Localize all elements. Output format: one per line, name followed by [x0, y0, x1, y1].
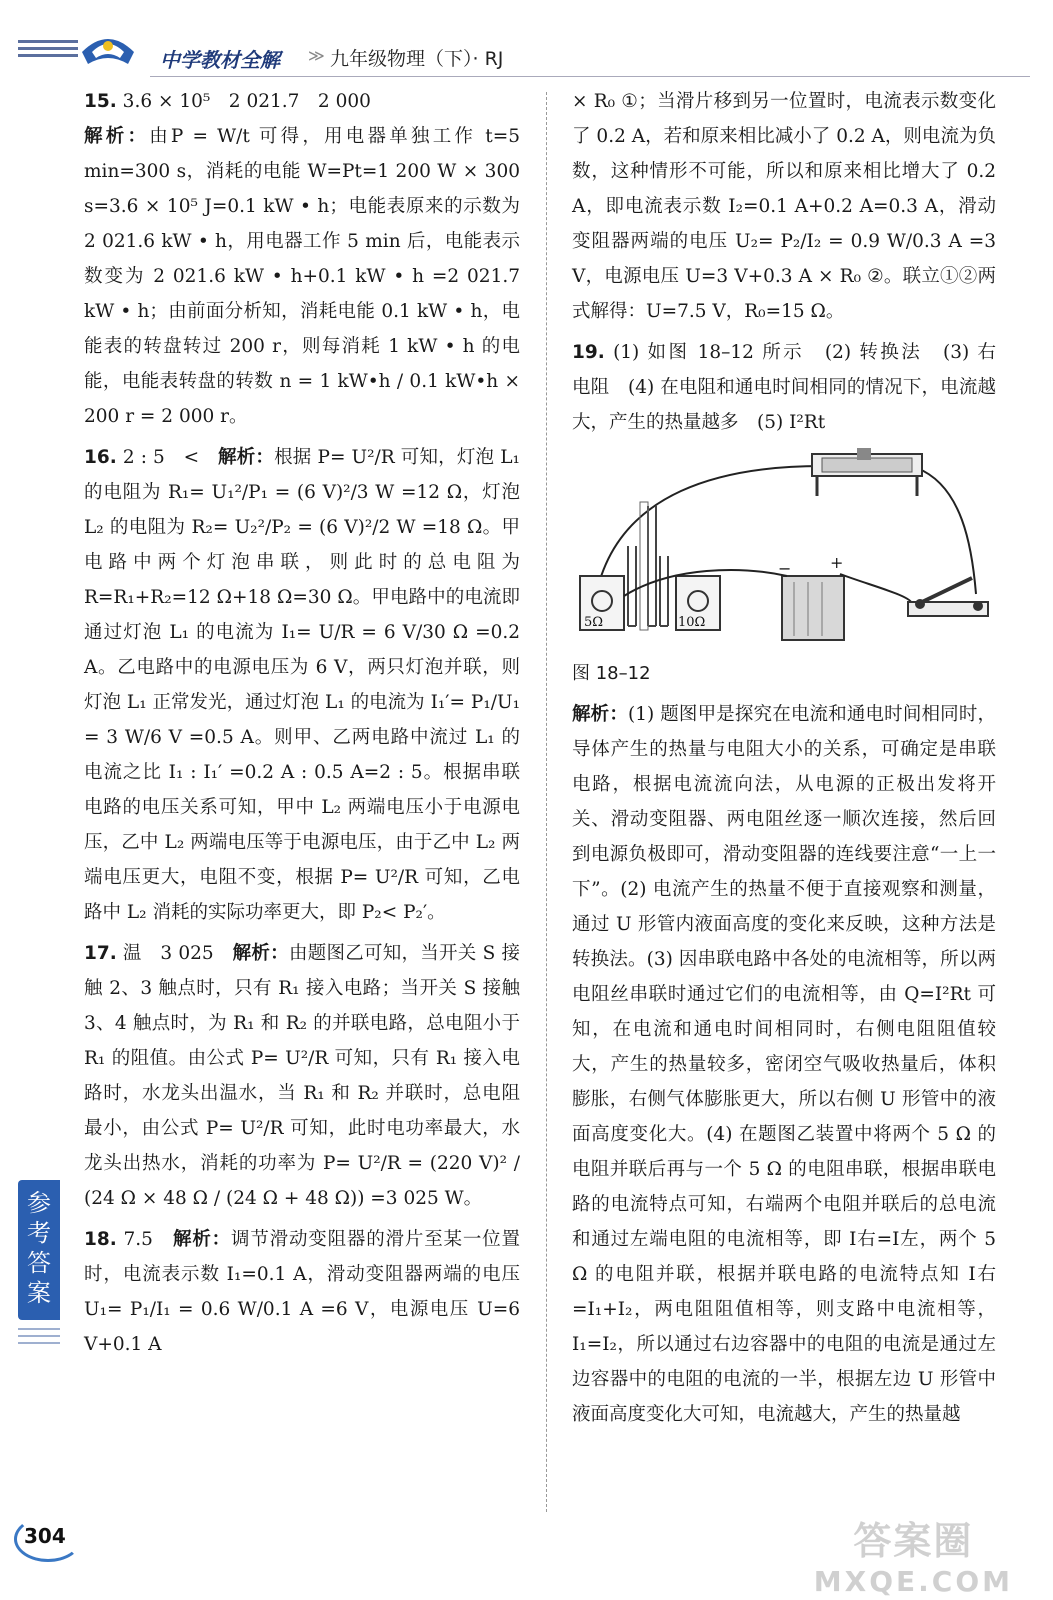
- watermark-line2: MXQE.COM: [813, 1565, 1013, 1598]
- resistor-10-label: 10Ω: [678, 615, 706, 630]
- question-18: [84, 1222, 520, 1362]
- battery-minus-label: −: [778, 559, 792, 578]
- watermark-line1: 答案圈: [853, 1519, 974, 1563]
- circuit-figure: [572, 446, 996, 656]
- battery-plus-label: +: [830, 553, 844, 572]
- analysis-text: 由题图乙可知，当开关 S 接触 2、3 触点时，只有 R₁ 接入电路；当开关 S 接触 3、4 触点时，为 R₁ 和 R₂ 的并联电路，总电阻小于 R₁ 的阻值。由公式 P= U²/R 可知，只有 R₁ 接入电路时，水龙头出温水，当 R₁ 和 R₂ 并联时，总电阻最小，由公式 P= U²/R 可知，此时电功率最大，水龙头出热水，消耗的功率为 P= U²/R = (220 V)² / (24 Ω × 48 Ω / (24 Ω + 48 Ω)) =3 025 W。: [84, 943, 520, 1209]
- right-column: [572, 84, 1015, 1438]
- question-16: [84, 440, 520, 930]
- book-logo-icon: [78, 22, 138, 70]
- analysis-label: 解析：: [572, 704, 628, 725]
- analysis-text: (1) 题图甲是探究在电流和通电时间相同时，导体产生的热量与电阻大小的关系，可确定是串联电路，根据电流流向法，从电源的正极出发将开关、滑动变阻器、两电阻丝逐一顺次连接，然后回到电源负极即可，滑动变阻器的连线要注意“一上一下”。(2) 电流产生的热量不便于直接观察和测量，通过 U 形管内液面高度的变化来反映，这种方法是转换法。(3) 因串联电路中各处的电流相等，所以两电阻丝串联时通过它们的电流相等，由 Q=I²Rt 可知，在电流和通电时间相同时，右侧电阻阻值较大，产生的热量较多，密闭空气吸收热量后，体积膨胀，右侧气体膨胀更大，所以右侧 U 形管中的液面高度变化大。(4) 在题图乙装置中将两个 5 Ω 的电阻并联后再与一个 5 Ω 的电阻串联，根据串联电路的电流特点可知，右端两个电阻并联后的总电流和通过左端电阻的电流相等，即 I右=I左，两个 5 Ω 的电阻并联，根据并联电路的电流特点知 I右=I₁+I₂，两电阻阻值相等，则支路中电流相等，I₁=I₂，所以通过右边容器中的电阻的电流是通过左边容器中的电阻的电流的一半，根据左边 U 形管中液面高度变化大可知，电流越大，产生的热量越: [572, 704, 996, 1425]
- question-19-analysis: [572, 697, 996, 1432]
- answer: 2 : 5 <: [122, 447, 200, 468]
- question-number: 17.: [84, 943, 117, 964]
- analysis-label: 解析：: [173, 1229, 232, 1250]
- analysis-text: 调节滑动变阻器的滑片至某一位置时，电流表示数 I₁=0.1 A，滑动变阻器两端的电压 U₁= P₁/I₁ = 0.6 W/0.1 A =6 V，电源电压 U=6 V+0.1 A: [84, 1229, 520, 1355]
- question-15: [84, 84, 520, 434]
- header-decoration-lines: [18, 40, 78, 61]
- book-title: 中学教材全解: [160, 48, 280, 72]
- page-header: [0, 0, 1053, 80]
- answer: (1) 如图 18–12 所示 (2) 转换法 (3) 右 电阻 (4) 在电阻和通电时间相同的情况下，电流越大，产生的热量越多 (5) I²Rt: [572, 342, 1015, 433]
- header-arrow-icon: ≫: [308, 46, 325, 65]
- answer: 温 3 025: [122, 943, 214, 964]
- analysis-text: 根据 P= U²/R 可知，灯泡 L₁ 的电阻为 R₁= U₁²/P₁ = (6 V)²/3 W =12 Ω，灯泡 L₂ 的电阻为 R₂= U₂²/P₂ = (6 V)²/2 W =18 Ω。甲电路中两个灯泡串联，则此时的总电阻为 R=R₁+R₂=12 Ω+18 Ω=30 Ω。甲电路中的电流即通过灯泡 L₁ 的电流为 I₁= U/R = 6 V/30 Ω =0.2 A。乙电路中的电源电压为 6 V，两只灯泡并联，则灯泡 L₁ 正常发光，通过灯泡 L₁ 的电流为 I₁′= P₁/U₁ = 3 W/6 V =0.5 A。则甲、乙两电路中流过 L₁ 的电流之比 I₁ : I₁′ =0.2 A : 0.5 A=2 : 5。根据串联电路的电压关系可知，甲中 L₂ 两端电压小于电源电压，乙中 L₂ 两端电压等于电源电压，由于乙中 L₂ 两端电压更大，电阻不变，根据 P= U²/R 可知，乙电路中 L₂ 消耗的实际功率更大，即 P₂< P₂′。: [84, 447, 520, 923]
- side-tab-reference-answers: 参考答案: [18, 1180, 60, 1320]
- question-18-continued: × R₀ ①；当滑片移到另一位置时，电流表示数变化了 0.2 A，若和原来相比减小了 0.2 A，则电流为负数，这种情形不可能，所以和原来相比增大了 0.2 A，即电流表示数 I₂=0.1 A+0.2 A=0.3 A，滑动变阻器两端的电压 U₂= P₂/I₂ = 0.9 W/0.3 A =3 V，电源电压 U=3 V+0.3 A × R₀ ②。联立①②两式解得：U=7.5 V，R₀=15 Ω。: [572, 91, 996, 322]
- header-rule: [150, 76, 1030, 77]
- left-column: [84, 84, 520, 1368]
- question-17: [84, 936, 520, 1216]
- analysis-label: 解析：: [232, 943, 289, 964]
- column-divider: [546, 92, 547, 1512]
- figure-caption: 图 18–12: [572, 663, 651, 684]
- circuit-diagram-icon: [572, 446, 996, 656]
- watermark: [814, 1510, 1013, 1598]
- question-19: [572, 335, 1015, 440]
- subject-title: 九年级物理（下）· RJ: [330, 48, 504, 70]
- page-number: 304: [24, 1524, 66, 1548]
- resistor-5-label: 5Ω: [584, 615, 604, 630]
- answer: 3.6 × 10⁵ 2 021.7 2 000: [122, 91, 371, 112]
- side-decoration-lines: [18, 1328, 60, 1349]
- question-number: 19.: [572, 342, 605, 363]
- question-number: 15.: [84, 91, 117, 112]
- question-number: 16.: [84, 447, 117, 468]
- question-number: 18.: [84, 1229, 117, 1250]
- analysis-label: 解析：: [84, 126, 150, 147]
- analysis-text: 由P = W/t 可得，用电器单独工作 t=5 min=300 s，消耗的电能 W=Pt=1 200 W × 300 s=3.6 × 10⁵ J=0.1 kW • h；电能表原来的示数为 2 021.6 kW • h，用电器工作 5 min 后，电能表示数变为 2 021.6 kW • h+0.1 kW • h =2 021.7 kW • h；由前面分析知，消耗电能 0.1 kW • h，电能表的转盘转过 200 r，则每消耗 1 kW • h 的电能，电能表转盘的转数 n = 1 kW•h / 0.1 kW•h × 200 r = 2 000 r。: [84, 126, 520, 427]
- analysis-label: 解析：: [218, 447, 275, 468]
- answer: 7.5: [123, 1229, 153, 1250]
